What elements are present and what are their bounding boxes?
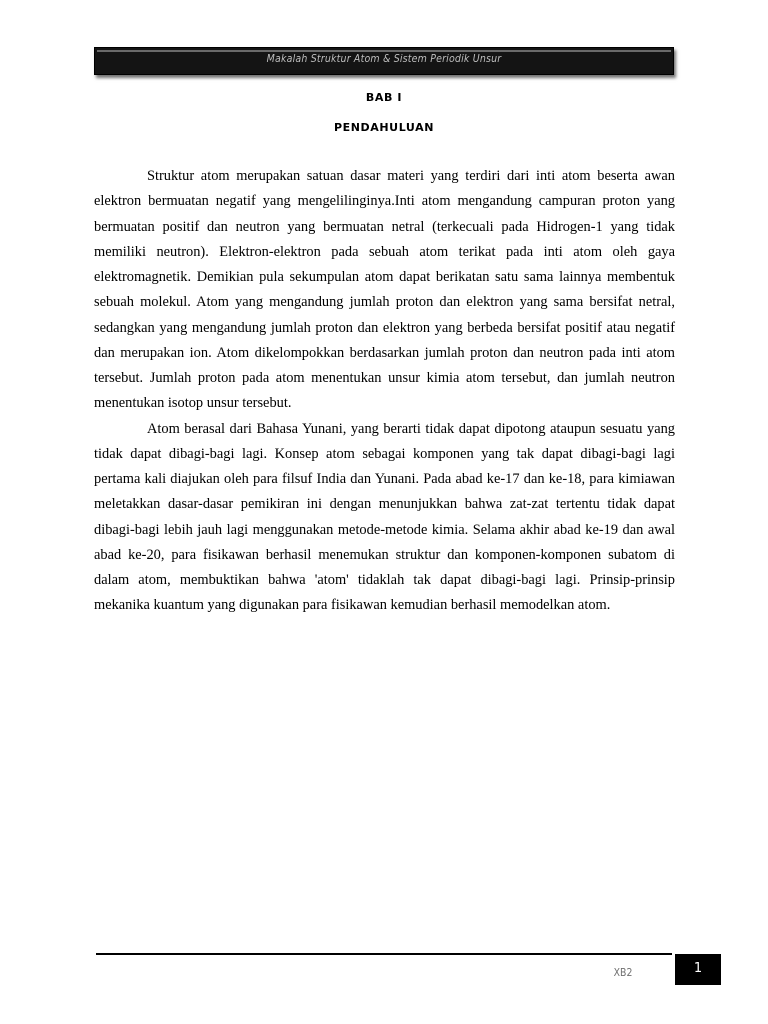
page-number: 1: [693, 961, 703, 976]
paragraph: Struktur atom merupakan satuan dasar materi yang terdiri dari inti atom beserta awan elektron bermuatan negatif yang mengelilinginya.Inti atom mengandung campuran proton yang bermuatan positif dan neutron yang bermuatan netral (terkecuali pada Hidrogen-1 yang tidak memiliki neutron). Elektron-elektron pada sebuah atom terikat pada inti atom oleh gaya elektromagnetik. Demikian pula sekumpulan atom dapat berikatan satu sama lainnya membentuk sebuah molekul. Atom yang mengandung jumlah proton dan elektron yang sama bersifat netral, sedangkan yang mengandung jumlah proton dan elektron yang berbeda bersifat positif atau negatif dan merupakan ion. Atom dikelompokkan berdasarkan jumlah proton dan neutron pada inti atom tersebut. Jumlah proton pada atom menentukan unsur kimia atom tersebut, dan jumlah neutron menentukan isotop unsur tersebut.: [94, 168, 675, 412]
page-number-box: [675, 954, 721, 985]
body-text: [94, 164, 675, 619]
document-title: Makalah Struktur Atom & Sistem Periodik Unsur: [266, 52, 502, 65]
footer-class-label: XB2: [613, 966, 633, 979]
footer-rule: [96, 953, 672, 955]
chapter-title: PENDAHULUAN: [333, 121, 435, 134]
header-bar: [94, 47, 674, 75]
chapter-number: BAB I: [365, 91, 403, 104]
paragraph: Atom berasal dari Bahasa Yunani, yang berarti tidak dapat dipotong ataupun sesuatu yang tidak dapat dibagi-bagi lagi. Konsep atom sebagai komponen yang tak dapat dibagi-bagi lagi pertama kali diajukan oleh para filsuf India dan Yunani. Pada abad ke-17 dan ke-18, para kimiawan meletakkan dasar-dasar pemikiran ini dengan menunjukkan bahwa zat-zat tertentu tidak dapat dibagi-bagi lebih jauh lagi menggunakan metode-metode kimia. Selama akhir abad ke-19 dan awal abad ke-20, para fisikawan berhasil menemukan struktur dan komponen-komponen subatom di dalam atom, membuktikan bahwa 'atom' tidaklah tak dapat dibagi-bagi lagi. Prinsip-prinsip mekanika kuantum yang digunakan para fisikawan kemudian berhasil memodelkan atom.: [94, 420, 675, 614]
